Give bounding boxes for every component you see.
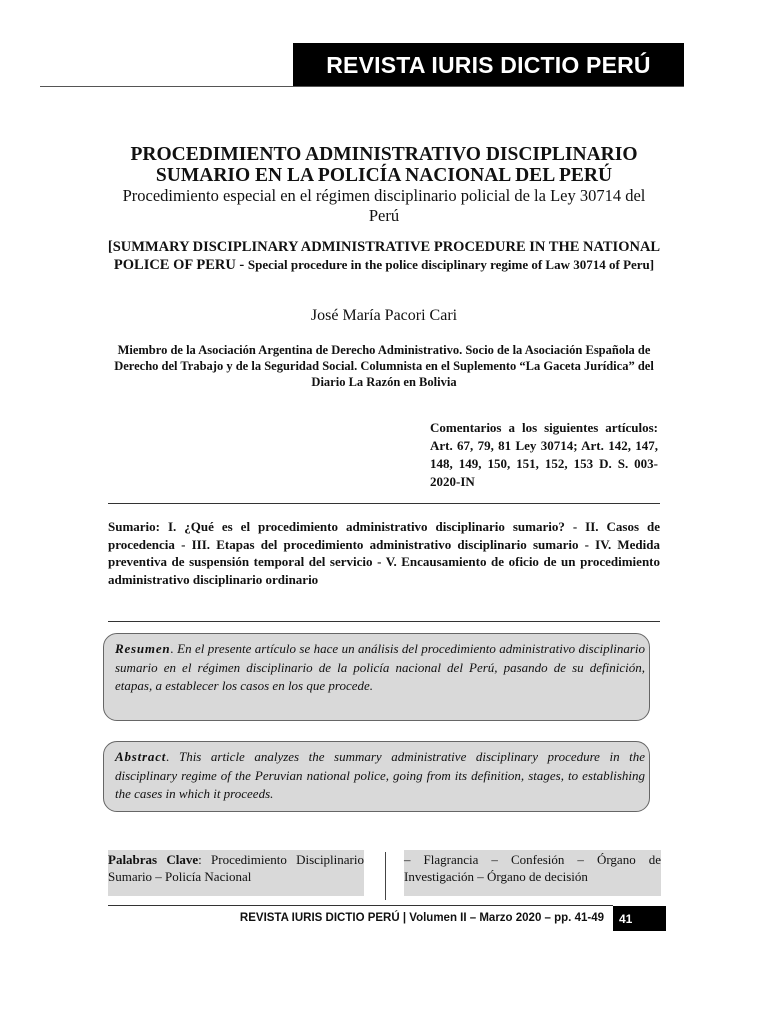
footer-citation: REVISTA IURIS DICTIO PERÚ | Volumen II – Marzo 2020 – pp. 41-49 <box>239 912 604 924</box>
keywords-column-divider <box>385 852 386 900</box>
resumen-text: . En el presente artículo se hace un análisis del procedimiento administrativo disciplinario sumario en el régimen disciplinario de la policía nacional del Perú, pasando de su definición, etapas, a establecer los casos en los que procede. <box>115 641 645 693</box>
keywords-label: Palabras Clave <box>108 852 199 867</box>
summary-top-rule <box>108 503 660 504</box>
journal-title: REVISTA IURIS DICTIO PERÚ <box>326 51 651 78</box>
commented-articles: Comentarios a los siguientes artículos: Art. 67, 79, 81 Ley 30714; Art. 142, 147, 148, 149, 150, 151, 152, 153 D. S. 003-2020-IN <box>430 420 658 489</box>
keywords-left-text: : Procedimiento Disciplinario Sumario – Policía Nacional <box>108 852 364 884</box>
footer-rule <box>108 905 613 906</box>
english-title <box>95 238 673 274</box>
header-rule <box>40 86 684 87</box>
author-affiliation: Miembro de la Asociación Argentina de Derecho Administrativo. Socio de la Asociación Española de Derecho del Trabajo y de la Seguridad Social. Columnista en el Suplemento “La Gaceta Jurídica” del Diario La Razón en Bolivia <box>114 343 654 389</box>
resumen-label: Resumen <box>115 641 171 656</box>
abstract-box <box>103 741 650 812</box>
article-title-line-2: SUMARIO EN LA POLICÍA NACIONAL DEL PERÚ <box>155 165 613 186</box>
resumen-box <box>103 633 650 721</box>
summary-bottom-rule <box>108 621 660 622</box>
author-name: José María Pacori Cari <box>310 307 458 324</box>
english-title-sub: Special procedure in the police disciplinary regime of Law 30714 of Peru] <box>247 257 655 272</box>
keywords-right-column: – Flagrancia – Confesión – Órgano de Investigación – Órgano de decisión <box>404 850 661 896</box>
abstract-label: Abstract <box>115 749 167 764</box>
keywords-left-column <box>108 850 364 896</box>
english-title-main: [SUMMARY DISCIPLINARY ADMINISTRATIVE PROCEDURE IN THE NATIONAL POLICE OF PERU - <box>107 239 661 273</box>
journal-banner <box>293 43 684 87</box>
article-subtitle: Procedimiento especial en el régimen disciplinario policial de la Ley 30714 del Perú <box>122 186 646 225</box>
summary-contents: Sumario: I. ¿Qué es el procedimiento administrativo disciplinario sumario? - II. Casos de procedencia - III. Etapas del procedimiento administrativo disciplinario sumario - IV. Medida preventiva de suspensión temporal del servicio - V. Encausamiento de oficio de un procedimiento administrativo disciplinario ordinario <box>108 519 660 587</box>
article-title-line-1: PROCEDIMIENTO ADMINISTRATIVO DISCIPLINARIO <box>130 144 638 165</box>
abstract-text: . This article analyzes the summary administrative disciplinary procedure in the disciplinary regime of the Peruvian national police, going from its definition, stages, to establishing the cases in which it proceeds. <box>115 749 645 801</box>
page-number: 41 <box>613 906 666 931</box>
